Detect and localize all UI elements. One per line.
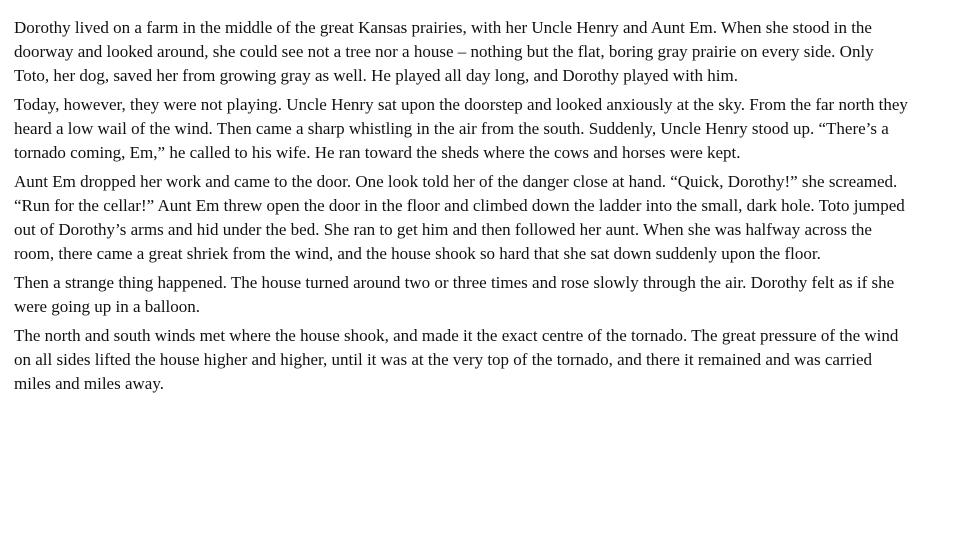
paragraph-3: Aunt Em dropped her work and came to the door. One look told her of the danger close at hand. “Quick, Dorothy!” she screamed. “Run for the cellar!” Aunt Em threw open the door in the floor and climbed down the ladder into the small, dark hole. Toto jumped out of Dorothy’s arms and hid under the bed. She ran to get him and then followed her aunt. When she was halfway across the room, there came a great shriek from the wind, and the house shook so hard that she sat down suddenly upon the floor.: [14, 172, 905, 263]
paragraph-2: Today, however, they were not playing. Uncle Henry sat upon the doorstep and looked anxiously at the sky. From the far north they heard a low wail of the wind. Then came a sharp whistling in the air from the south. Suddenly, Uncle Henry stood up. “There’s a tornado coming, Em,” he called to his wife. He ran toward the sheds where the cows and horses were kept.: [14, 95, 908, 162]
paragraph-4: Then a strange thing happened. The house turned around two or three times and rose slowly through the air. Dorothy felt as if she were going up in a balloon.: [14, 273, 895, 316]
paragraph-5: The north and south winds met where the house shook, and made it the exact centre of the tornado. The great pressure of the wind on all sides lifted the house higher and higher, until it was at the very top of the tornado, and there it remained and was carried miles and miles away.: [14, 326, 899, 393]
paragraph-1: Dorothy lived on a farm in the middle of the great Kansas prairies, with her Uncle Henry and Aunt Em. When she stood in the doorway and looked around, she could see not a tree nor a house – nothing but the flat, boring gray prairie on every side. Only Toto, her dog, saved her from growing gray as well. He played all day long, and Dorothy played with him.: [14, 18, 874, 85]
